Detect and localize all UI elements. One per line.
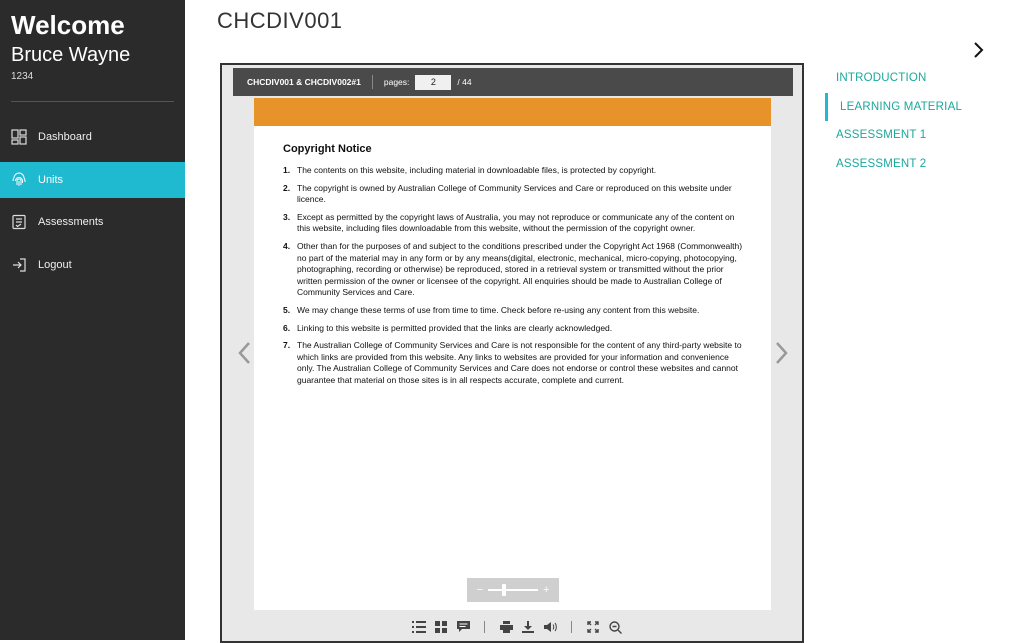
viewer-toolbar <box>233 68 793 96</box>
dashboard-icon <box>11 129 27 145</box>
comment-icon[interactable] <box>456 620 470 634</box>
document-heading: Copyright Notice <box>283 143 372 155</box>
zoom-out-magnifier-icon[interactable] <box>608 620 622 634</box>
section-menu <box>825 64 995 178</box>
section-item-learning-material[interactable]: LEARNING MATERIAL <box>825 93 995 122</box>
fingerprint-icon <box>11 172 27 188</box>
sidebar-item-logout[interactable] <box>0 247 185 283</box>
sidebar-item-label: Assessments <box>38 216 104 228</box>
zoom-track[interactable] <box>488 589 538 591</box>
clause-text: Linking to this website is permitted provided that the links are clearly acknowledged. <box>297 322 613 333</box>
list-view-icon[interactable] <box>412 620 426 634</box>
clause-number: 7. <box>283 340 291 351</box>
clause-text: We may change these terms of use from time to time. Check before re-using any content from this website. <box>297 304 700 315</box>
sidebar-item-label: Units <box>38 174 64 186</box>
list-item <box>283 165 745 177</box>
checklist-icon <box>11 214 27 230</box>
page-header-band <box>254 98 771 126</box>
total-pages: / 44 <box>457 77 472 87</box>
toolbar-divider <box>484 621 485 633</box>
clause-list <box>283 165 745 393</box>
document-viewer <box>220 63 804 643</box>
clause-text: The copyright is owned by Australian College of Community Services and Care or reproduced on this website under licence. <box>297 182 732 205</box>
previous-page-icon[interactable] <box>236 340 252 366</box>
clause-number: 6. <box>283 322 291 333</box>
clause-number: 2. <box>283 182 291 193</box>
clause-text: Except as permitted by the copyright laws of Australia, you may not reproduce or communicate any of the content on this website, including files downloadable from this website, without the permission of the copyright owner. <box>297 211 735 234</box>
page-number-input[interactable]: 2 <box>415 75 451 90</box>
download-icon[interactable] <box>521 620 535 634</box>
pages-label: pages: <box>383 77 410 87</box>
sidebar-item-units[interactable] <box>0 162 185 198</box>
print-icon[interactable] <box>499 620 513 634</box>
volume-icon[interactable] <box>543 620 557 634</box>
sidebar-divider <box>11 101 174 102</box>
list-item <box>283 212 745 235</box>
list-item <box>283 183 745 206</box>
sidebar <box>0 0 185 640</box>
toolbar-divider <box>571 621 572 633</box>
chevron-right-icon[interactable] <box>968 40 988 60</box>
list-item <box>283 323 745 335</box>
user-name: Bruce Wayne <box>11 44 131 66</box>
toolbar-divider <box>372 75 373 89</box>
grid-view-icon[interactable] <box>434 620 448 634</box>
next-page-icon[interactable] <box>774 340 790 366</box>
section-item-assessment-1[interactable]: ASSESSMENT 1 <box>836 129 927 142</box>
section-item-assessment-2[interactable]: ASSESSMENT 2 <box>836 157 927 170</box>
sidebar-item-assessments[interactable] <box>0 204 185 240</box>
welcome-heading: Welcome <box>11 10 125 40</box>
logout-icon <box>11 257 27 273</box>
sidebar-item-dashboard[interactable] <box>0 119 185 155</box>
list-item <box>283 241 745 299</box>
viewer-bottom-toolbar <box>408 618 626 636</box>
list-item <box>283 305 745 317</box>
clause-number: 4. <box>283 240 291 251</box>
clause-text: The Australian College of Community Services and Care is not responsible for the content of any third-party website to which links are provided from this website. Any links to websites are provided for your information and convenience only. The Australian College of Community Services and Care does not endorse or control these websites and cannot guarantee that material on those sites is in all respects accurate, complete and current. <box>297 340 742 385</box>
clause-text: Other than for the purposes of and subject to the conditions prescribed under the Copyright Act 1968 (Commonwealth) no part of the material may in any form or by any means(digital, electronic, mechanical, micro-copying, photocopying, photographing, recording or otherwise) be reproduced, stored in a retrieval system or transmitted without the prior written permission of the owner or licensee of the copyright. All enquiries should be made to Australian College of Community Services and Care. <box>297 240 743 298</box>
sidebar-item-label: Dashboard <box>38 131 92 143</box>
section-item-introduction[interactable]: INTRODUCTION <box>836 72 927 85</box>
document-page <box>254 98 771 610</box>
zoom-slider[interactable] <box>467 578 559 602</box>
user-id: 1234 <box>11 71 34 82</box>
clause-number: 5. <box>283 304 291 315</box>
zoom-out-icon[interactable]: − <box>476 584 483 596</box>
clause-number: 1. <box>283 165 291 175</box>
clause-text: The contents on this website, including material in downloadable files, is protected by copyright. <box>297 165 657 175</box>
zoom-in-icon[interactable]: + <box>543 584 550 596</box>
zoom-thumb[interactable] <box>502 584 506 596</box>
list-item <box>283 340 745 386</box>
sidebar-item-label: Logout <box>38 259 72 271</box>
fullscreen-icon[interactable] <box>586 620 600 634</box>
page-title: CHCDIV001 <box>217 8 343 33</box>
document-name: CHCDIV001 & CHCDIV002#1 <box>247 77 361 87</box>
clause-number: 3. <box>283 211 291 222</box>
